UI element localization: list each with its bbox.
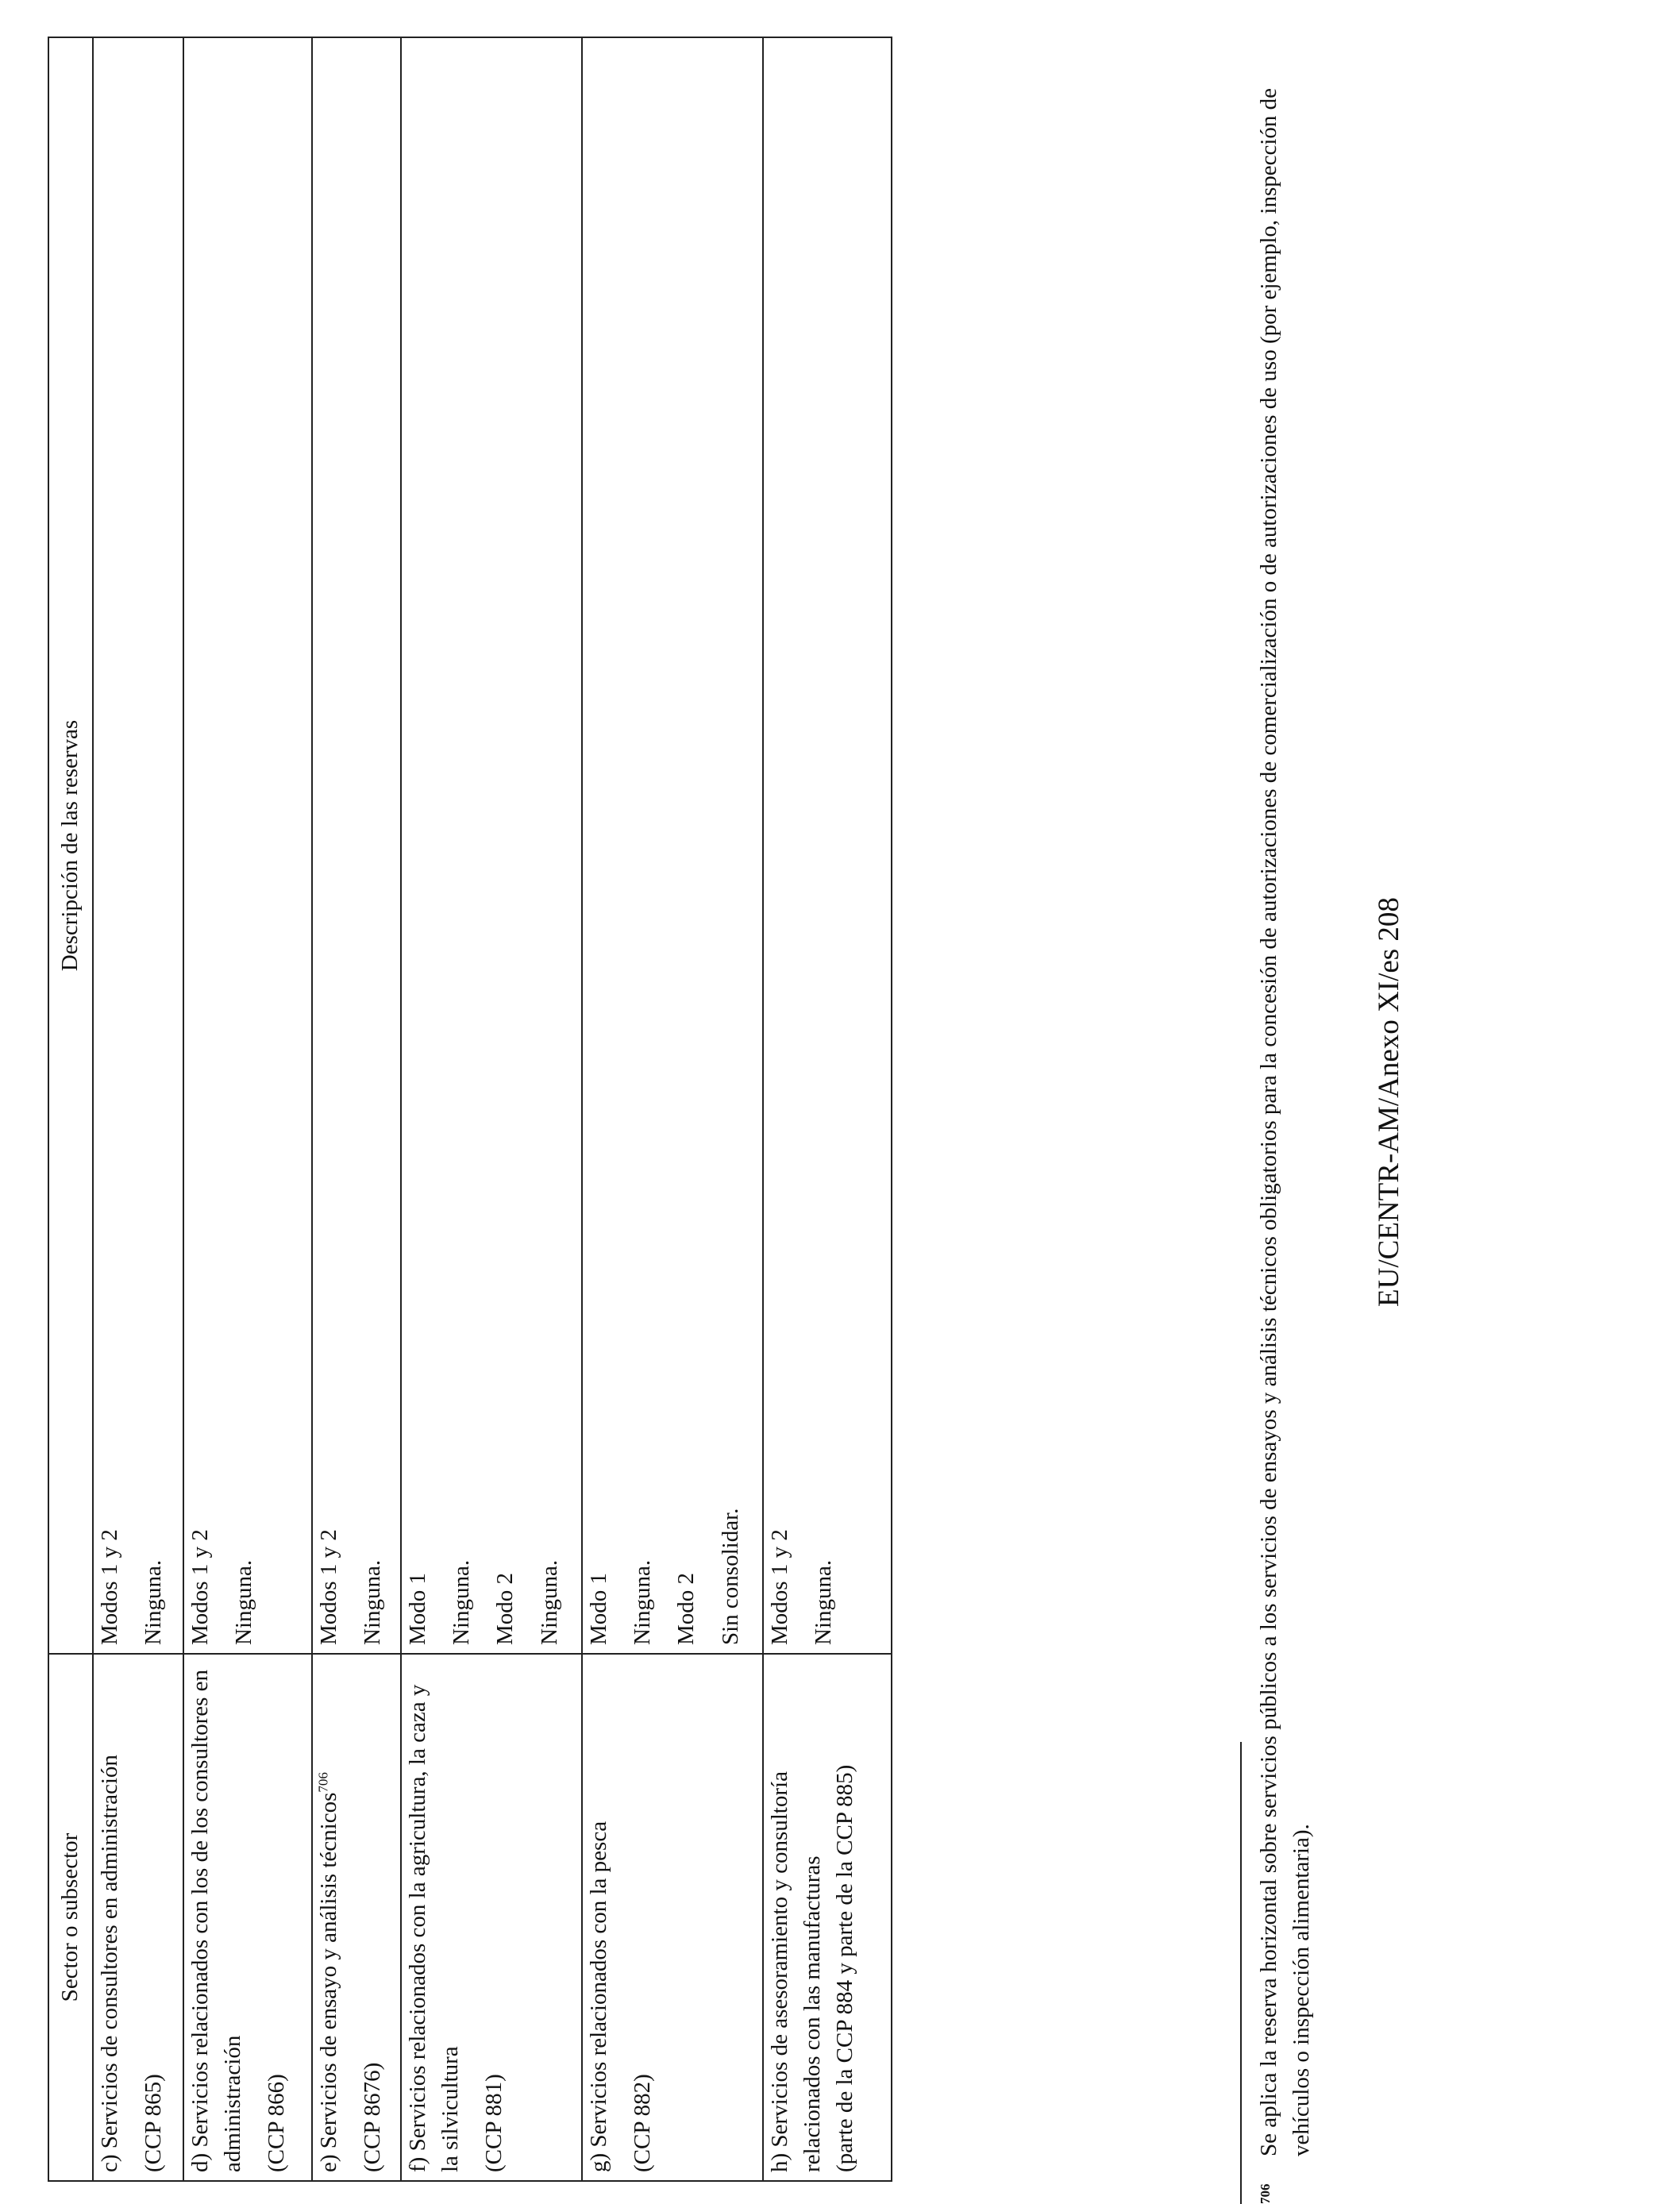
description-cell <box>763 37 892 1654</box>
sector-cell <box>582 1654 763 2181</box>
table-row <box>183 37 312 2181</box>
sector-name: g) Servicios relacionados con la pesca <box>586 1821 611 2172</box>
reservation-text: Ninguna. <box>630 1559 656 1645</box>
mode-label: Modo 2 <box>492 1572 518 1645</box>
description-cell <box>183 37 312 1654</box>
reservation-text: Ninguna. <box>449 1559 475 1645</box>
sector-cell <box>763 1654 892 2181</box>
sector-code: (CCP 865) <box>141 2074 167 2172</box>
description-cell <box>93 37 183 1654</box>
sector-code: (CCP 866) <box>264 2074 290 2172</box>
page-reference: EU/CENTR-AM/Anexo XI/es 208 <box>1373 897 1405 1307</box>
reservation-text: Sin consolidar. <box>717 1508 743 1645</box>
mode-label: Modos 1 y 2 <box>316 1529 341 1645</box>
mode-label: Modo 1 <box>586 1572 611 1645</box>
sector-name: h) Servicios de asesoramiento y consultoría relacionados con las manufacturas <box>767 1771 826 2172</box>
table-row <box>401 37 582 2181</box>
description-cell <box>401 37 582 1654</box>
footnote-text: Se aplica la reserva horizontal sobre servicios públicos a los servicios de ensayos y análisis técnicos obligatorios para la concesión de autorizaciones de comercialización o de autorizaciones de uso (por ejemplo, inspección de vehículos o inspección alimentaria). <box>1256 87 1315 2156</box>
table-row <box>582 37 763 2181</box>
footnote-ref: 706 <box>315 1772 331 1793</box>
mode-label: Modos 1 y 2 <box>97 1529 122 1645</box>
reservation-text: Ninguna. <box>360 1559 386 1645</box>
reservation-text: Ninguna. <box>141 1559 167 1645</box>
sector-name <box>313 1663 345 2172</box>
sector-name: c) Servicios de consultores en administración <box>97 1755 122 2172</box>
mode-label: Modo 1 <box>405 1572 430 1645</box>
reservation-text: Ninguna. <box>231 1559 257 1645</box>
sector-cell <box>183 1654 312 2181</box>
footnote-number: 706 <box>1258 2183 1273 2204</box>
mode-label: Modo 2 <box>673 1572 699 1645</box>
header-description: Descripción de las reservas <box>48 37 93 1654</box>
description-cell <box>312 37 401 1654</box>
sector-cell <box>401 1654 582 2181</box>
sector-code: (parte de la CCP 884 y parte de la CCP 885) <box>832 1764 858 2172</box>
sector-cell <box>93 1654 183 2181</box>
sector-cell <box>312 1654 401 2181</box>
description-cell <box>582 37 763 1654</box>
reservations-table <box>48 37 892 2182</box>
table-header-row <box>48 37 93 2181</box>
footnote-separator <box>1240 1742 1242 2204</box>
sector-name: f) Servicios relacionados con la agricultura, la caza y la silvicultura <box>405 1684 464 2172</box>
sector-name-text: e) Servicios de ensayo y análisis técnicos <box>316 1792 341 2172</box>
table-row <box>93 37 183 2181</box>
reservation-text: Ninguna. <box>811 1559 837 1645</box>
table-row <box>312 37 401 2181</box>
header-sector: Sector o subsector <box>48 1654 93 2181</box>
reservation-text: Ninguna. <box>536 1559 562 1645</box>
sector-name: d) Servicios relacionados con los de los consultores en administración <box>187 1669 246 2172</box>
sector-code: (CCP 881) <box>481 2074 507 2172</box>
sector-code: (CCP 882) <box>630 2074 656 2172</box>
mode-label: Modos 1 y 2 <box>187 1529 213 1645</box>
sector-code: (CCP 8676) <box>360 2062 386 2172</box>
footnote <box>1253 44 1318 2204</box>
table-row <box>763 37 892 2181</box>
mode-label: Modos 1 y 2 <box>767 1529 792 1645</box>
